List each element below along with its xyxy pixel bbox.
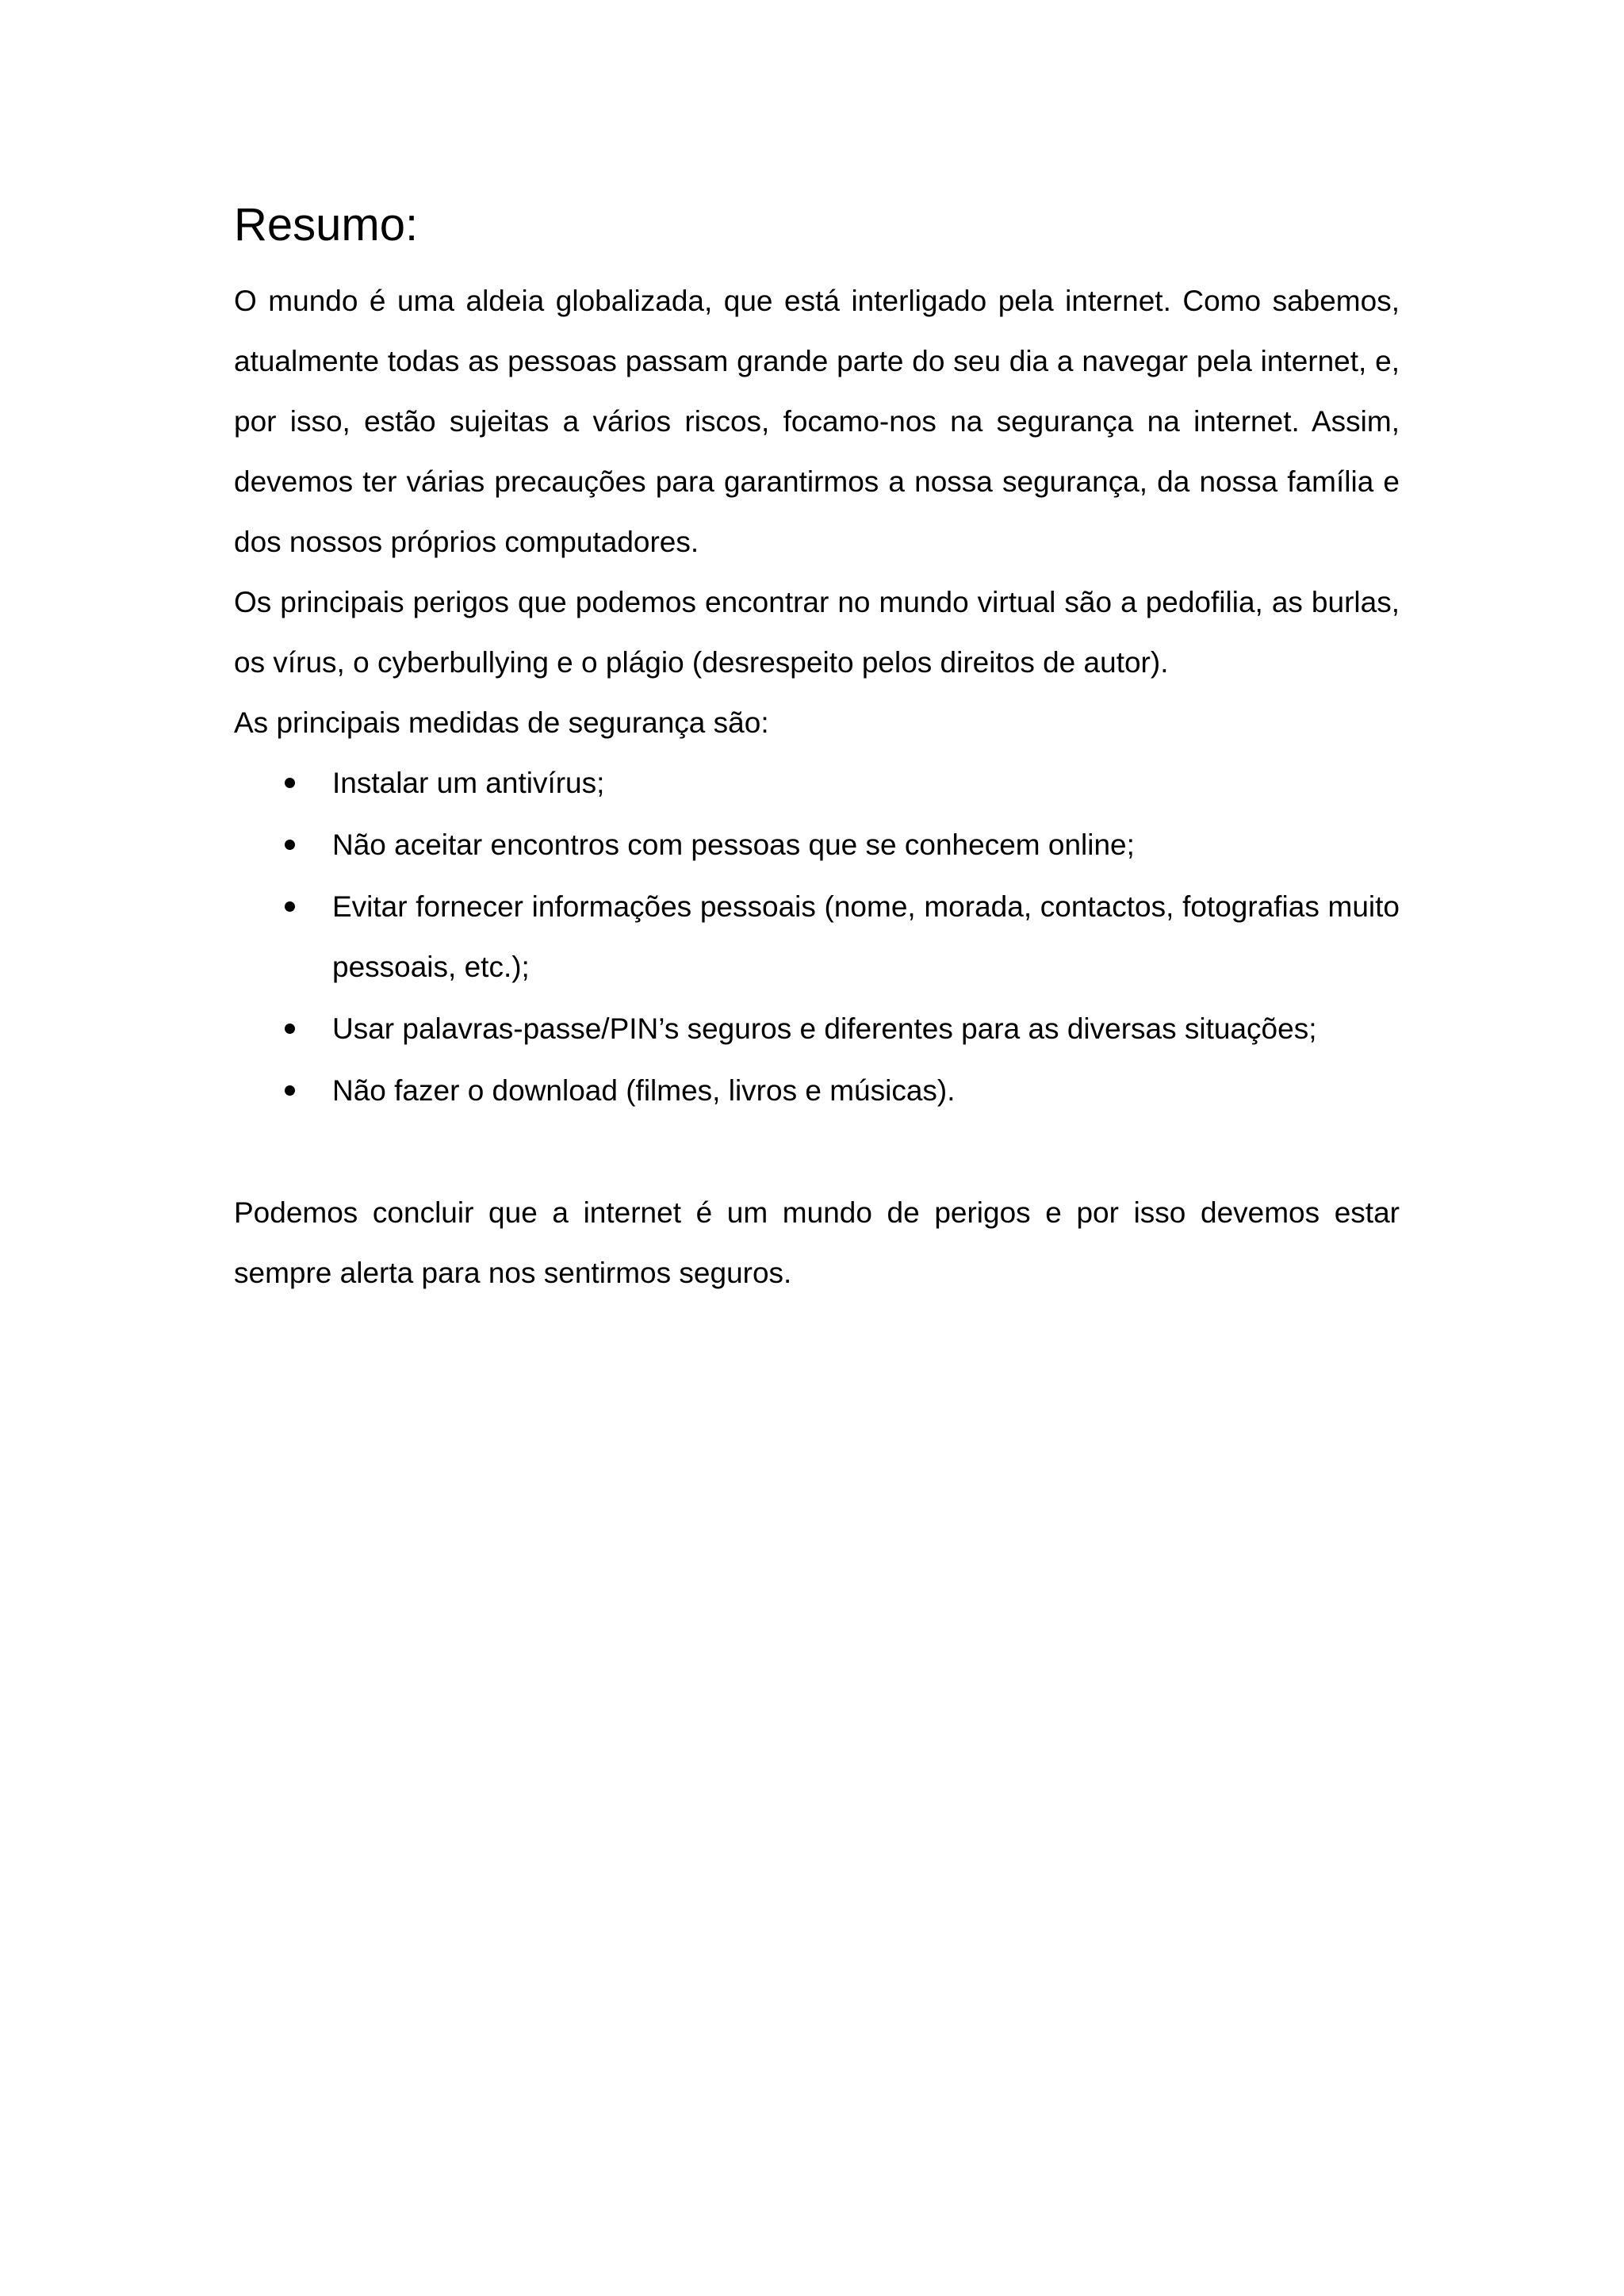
bullet-icon	[285, 1024, 295, 1034]
list-item	[234, 815, 1400, 875]
document-body	[234, 197, 1400, 1303]
bullet-icon	[285, 1085, 295, 1096]
list-item-text: Não fazer o download (filmes, livros e músicas).	[332, 1074, 956, 1107]
list-item	[234, 877, 1400, 997]
list-item	[234, 1061, 1400, 1121]
list-item-text: Instalar um antivírus;	[332, 767, 605, 799]
list-item	[234, 753, 1400, 813]
document-title: Resumo:	[234, 199, 419, 251]
measures-intro: As principais medidas de segurança são:	[234, 706, 769, 739]
list-item-text: Não aceitar encontros com pessoas que se conhecem online;	[332, 828, 1135, 861]
list-item-text: Usar palavras-passe/PIN’s seguros e diferentes para as diversas situações;	[332, 1012, 1317, 1045]
paragraph-spacer	[234, 1123, 1400, 1183]
security-measures-list	[234, 753, 1400, 1121]
list-item-text: Evitar fornecer informações pessoais (nome, morada, contactos, fotografias muito pessoais, etc.);	[332, 890, 1400, 983]
dangers-paragraph: Os principais perigos que podemos encontrar no mundo virtual são a pedofilia, as burlas, os vírus, o cyberbullying e o plágio (desrespeito pelos direitos de autor).	[234, 586, 1400, 679]
bullet-icon	[285, 840, 295, 850]
intro-paragraph: O mundo é uma aldeia globalizada, que está interligado pela internet. Como sabemos, atualmente todas as pessoas passam grande parte do seu dia a navegar pela internet, e, por isso, estão sujeitas a vários riscos, focamo-nos na segurança na internet. Assim, devemos ter várias precauções para garantirmos a nossa segurança, da nossa família e dos nossos próprios computadores.	[234, 285, 1400, 558]
conclusion-paragraph: Podemos concluir que a internet é um mundo de perigos e por isso devemos estar sempre alerta para nos sentirmos seguros.	[234, 1196, 1400, 1289]
list-item	[234, 999, 1400, 1059]
bullet-icon	[285, 901, 295, 912]
bullet-icon	[285, 778, 295, 788]
